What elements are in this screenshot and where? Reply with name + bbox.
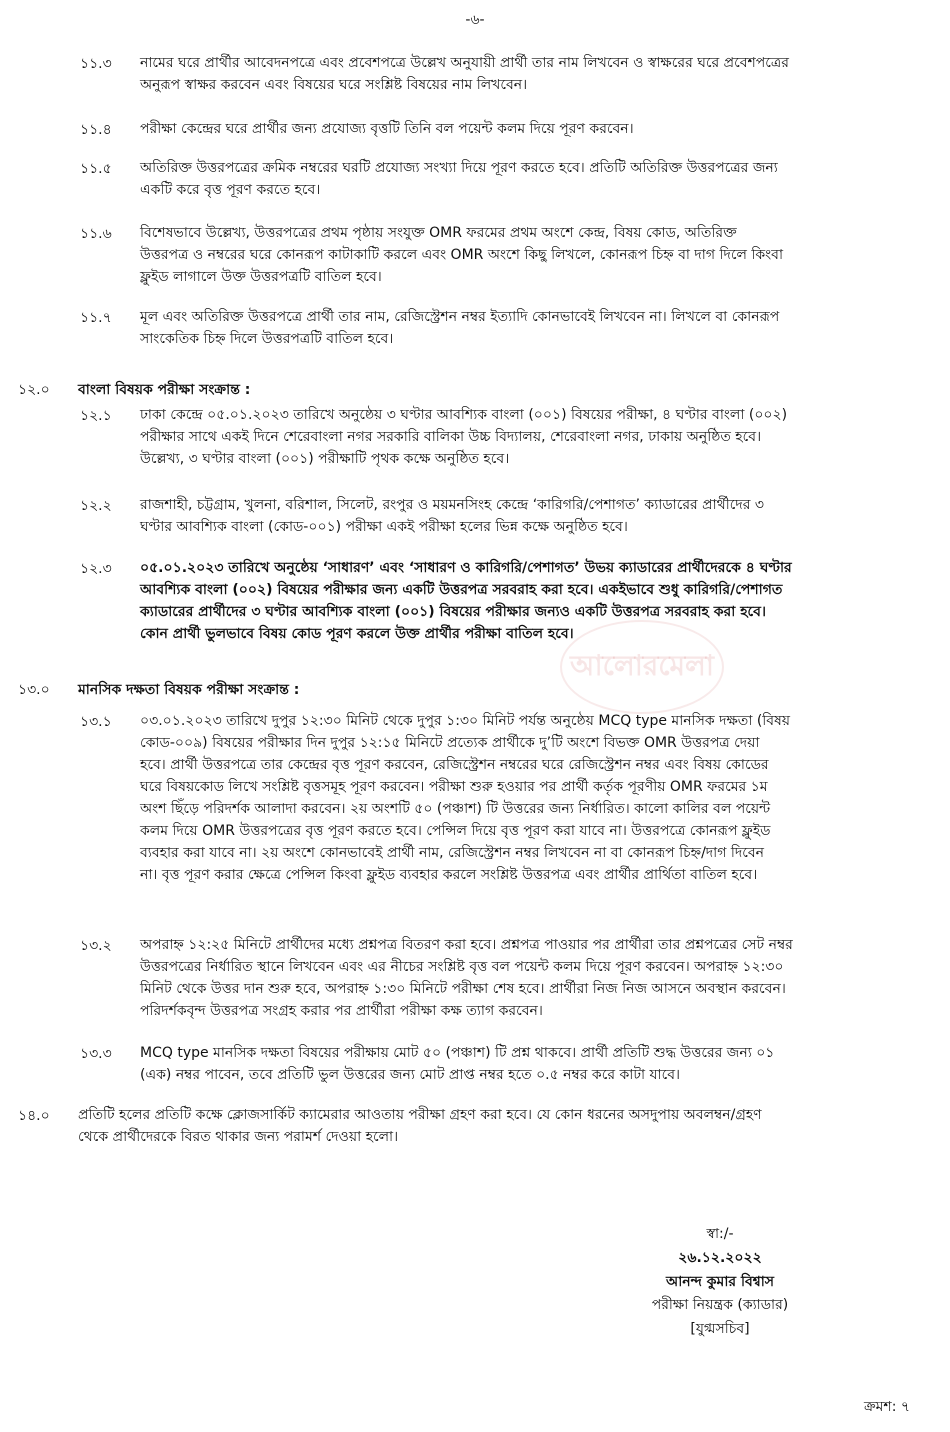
item-12-3 xyxy=(0,557,950,652)
item-13-2 xyxy=(0,934,950,1029)
item-number: ১২.৩ xyxy=(80,561,112,577)
item-11-4 xyxy=(0,118,950,143)
item-11-3 xyxy=(0,52,950,102)
item-number: ১২.১ xyxy=(80,408,112,424)
item-text: মূল এবং অতিরিক্ত উত্তরপত্রে প্রার্থী তার নাম, রেজিস্ট্রেশন নম্বর ইত্যাদি কোনভাবেই লিখবেন না। লিখলে বা কোনরূপ সাংকেতিক চিহ্ন দিলে উত্তরপত্রটি বাতিল হবে। xyxy=(140,309,780,347)
item-number: ১১.৭ xyxy=(80,310,112,326)
item-14-0 xyxy=(0,1104,950,1154)
signature-mark: স্বা:/- xyxy=(706,1226,734,1242)
item-number: ১১.৩ xyxy=(80,56,112,72)
signatory-rank: [যুগ্মসচিব] xyxy=(690,1321,750,1337)
item-text: পরীক্ষা কেন্দ্রের ঘরে প্রার্থীর জন্য প্রযোজ্য বৃত্তটি তিনি বল পয়েন্ট কলম দিয়ে পূরণ করবেন। xyxy=(140,121,634,137)
page-number: -৬- xyxy=(465,12,485,28)
item-text: রাজশাহী, চট্টগ্রাম, খুলনা, বরিশাল, সিলেট, রংপুর ও ময়মনসিংহ কেন্দ্রে ‘কারিগরি/পেশাগত’ ক্যাডারের প্রার্থীদের ৩ ঘণ্টার আবশ্যিক বাংলা (কোড-০০১) পরীক্ষা একই পরীক্ষা হলের ভিন্ন কক্ষে অনুষ্ঠিত হবে। xyxy=(140,497,764,535)
item-11-5 xyxy=(0,157,950,207)
item-12-1 xyxy=(0,404,950,474)
item-text: অপরাহ্ন ১২:২৫ মিনিটে প্রার্থীদের মধ্যে প্রশ্নপত্র বিতরণ করা হবে। প্রশ্নপত্র পাওয়ার পর প্রার্থীরা তার প্রশ্নপত্রের সেট নম্বর উত্তরপত্রের নির্ধারিত স্থানে লিখবেন এবং এর নীচের সংশ্লিষ্ট বৃত্ত বল পয়েন্ট কলম দিয়ে পূরণ করবেন। অপরাহ্ন ১২:৩০ মিনিট থেকে উত্তর দান শুরু হবে, অপরাহ্ন ১:৩০ মিনিটে পরীক্ষা শেষ হবে। প্রার্থীরা নিজ নিজ আসনে অবস্থান করবেন। পরিদর্শকবৃন্দ উত্তরপত্র সংগ্রহ করার পর প্রার্থীরা পরীক্ষা কক্ষ ত্যাগ করবেন। xyxy=(140,937,793,1019)
item-13-3 xyxy=(0,1042,950,1092)
continued-note: ক্রমশ: ৭ xyxy=(863,1399,910,1415)
section-12-title: বাংলা বিষয়ক পরীক্ষা সংক্রান্ত : xyxy=(78,382,251,398)
item-text: নামের ঘরে প্রার্থীর আবেদনপত্রে এবং প্রবেশপত্রে উল্লেখ অনুযায়ী প্রার্থী তার নাম লিখবেন ও স্বাক্ষরের ঘরে প্রবেশপত্রের অনুরূপ স্বাক্ষর করবেন এবং বিষয়ের ঘরে সংশ্লিষ্ট বিষয়ের নাম লিখবেন। xyxy=(140,55,789,93)
item-text: অতিরিক্ত উত্তরপত্রের ক্রমিক নম্বরের ঘরটি প্রযোজ্য সংখ্যা দিয়ে পূরণ করতে হবে। প্রতিটি অতিরিক্ত উত্তরপত্রের জন্য একটি করে বৃত্ত পূরণ করতে হবে। xyxy=(140,160,778,198)
item-number: ১৩.৩ xyxy=(80,1046,112,1062)
item-11-7 xyxy=(0,306,950,356)
item-number: ১৩.২ xyxy=(80,938,112,954)
item-text: বিশেষভাবে উল্লেখ্য, উত্তরপত্রের প্রথম পৃষ্ঠায় সংযুক্ত OMR ফরমের প্রথম অংশে কেন্দ্র, বিষয় কোড, অতিরিক্ত উত্তরপত্র ও নম্বরের ঘরে কোনরূপ কাটাকাটি করলে এবং OMR অংশে কিছু লিখলে, কোনরূপ চিহ্ন বা দাগ দিলে কিংবা ফ্লুইড লাগালে উক্ত উত্তরপত্রটি বাতিল হবে। xyxy=(140,225,784,285)
section-13-title: মানসিক দক্ষতা বিষয়ক পরীক্ষা সংক্রান্ত : xyxy=(78,682,300,698)
item-number: ১৩.১ xyxy=(80,714,112,730)
item-13-1 xyxy=(0,710,950,900)
item-text: ০৫.০১.২০২৩ তারিখে অনুষ্ঠেয় ‘সাধারণ’ এবং ‘সাধারণ ও কারিগরি/পেশাগত’ উভয় ক্যাডারের প্রার্থীদেরকে ৪ ঘণ্টার আবশ্যিক বাংলা (০০২) বিষয়ের পরীক্ষার জন্য একটি উত্তরপত্র সরবরাহ করা হবে। একইভাবে শুধু কারিগরি/পেশাগত ক্যাডারের প্রার্থীদের ৩ ঘণ্টার আবশ্যিক বাংলা (০০১) বিষয়ের পরীক্ষার জন্যও একটি উত্তরপত্র সরবরাহ করা হবে। কোন প্রার্থী ভুলভাবে বিষয় কোড পূরণ করলে উক্ত প্রার্থীর পরীক্ষা বাতিল হবে। xyxy=(140,560,792,642)
item-number: ১২.২ xyxy=(80,498,112,514)
section-12-number: ১২.০ xyxy=(18,382,50,398)
item-text: MCQ type মানসিক দক্ষতা বিষয়ের পরীক্ষায় মোট ৫০ (পঞ্চাশ) টি প্রশ্ন থাকবে। প্রার্থী প্রতিটি শুদ্ধ উত্তরের জন্য ০১ (এক) নম্বর পাবেন, তবে প্রতিটি ভুল উত্তরের জন্য মোট প্রাপ্ত নম্বর হতে ০.৫ নম্বর করে কাটা যাবে। xyxy=(140,1045,775,1083)
item-number: ১১.৬ xyxy=(80,226,112,242)
item-text: প্রতিটি হলের প্রতিটি কক্ষে ক্লোজসার্কিট ক্যামেরার আওতায় পরীক্ষা গ্রহণ করা হবে। যে কোন ধরনের অসদুপায় অবলম্বন/গ্রহণ থেকে প্রার্থীদেরকে বিরত থাকার জন্য পরামর্শ দেওয়া হলো। xyxy=(78,1107,762,1145)
item-12-2 xyxy=(0,494,950,544)
signatory-designation: পরীক্ষা নিয়ন্ত্রক (ক্যাডার) xyxy=(651,1297,789,1313)
item-11-6 xyxy=(0,222,950,292)
watermark-logo: আলোরমেলা xyxy=(560,620,724,714)
item-text: ০৩.০১.২০২৩ তারিখে দুপুর ১২:৩০ মিনিট থেকে দুপুর ১:৩০ মিনিট পর্যন্ত অনুষ্ঠেয় MCQ type মানসিক দক্ষতা (বিষয় কোড-০০৯) বিষয়ের পরীক্ষার দিন দুপুর ১২:১৫ মিনিটে প্রত্যেক প্রার্থীকে দু’টি অংশে বিভক্ত OMR উত্তরপত্র দেয়া হবে। প্রার্থী উত্তরপত্রে তার কেন্দ্রের বৃত্ত পূরণ করবেন, রেজিস্ট্রেশন নম্বরের ঘরে রেজিস্ট্রেশন নম্বর এবং বিষয় কোডের ঘরে বিষয়কোড লিখে সংশ্লিষ্ট বৃত্তসমূহ পূরণ করবেন। পরীক্ষা শুরু হওয়ার পর প্রার্থী কর্তৃক পূরণীয় OMR ফরমের ১ম অংশ ছিঁড়ে পরিদর্শক আলাদা করবেন। ২য় অংশটি ৫০ (পঞ্চাশ) টি উত্তরের জন্য নির্ধারিত। কালো কালির বল পয়েন্ট কলম দিয়ে OMR উত্তরপত্রের বৃত্ত পূরণ করতে হবে। পেন্সিল দিয়ে বৃত্ত পূরণ করা যাবে না। উত্তরপত্রে কোনরূপ ফ্লুইড ব্যবহার করা যাবে না। ২য় অংশে কোনভাবেই প্রার্থী নাম, রেজিস্ট্রেশন নম্বর লিখবেন না বা কোনরূপ চিহ্ন/দাগ দিবেন না। বৃত্ত পূরণ করার ক্ষেত্রে পেন্সিল কিংবা ফ্লুইড ব্যবহার করলে সংশ্লিষ্ট উত্তরপত্র এবং প্রার্থীর প্রার্থিতা বাতিল হবে। xyxy=(140,713,791,883)
item-text: ঢাকা কেন্দ্রে ০৫.০১.২০২৩ তারিখে অনুষ্ঠেয় ৩ ঘণ্টার আবশ্যিক বাংলা (০০১) বিষয়ের পরীক্ষা, ৪ ঘণ্টার বাংলা (০০২) পরীক্ষার সাথে একই দিনে শেরেবাংলা নগর সরকারি বালিকা উচ্চ বিদ্যালয়, শেরেবাংলা নগর, ঢাকায় অনুষ্ঠিত হবে। উল্লেখ্য, ৩ ঘণ্টার বাংলা (০০১) পরীক্ষাটি পৃথক কক্ষে অনুষ্ঠিত হবে। xyxy=(140,407,788,467)
signature-date: ২৬.১২.২০২২ xyxy=(678,1250,762,1266)
signatory-name: আনন্দ কুমার বিশ্বাস xyxy=(665,1274,775,1290)
item-number: ১১.৪ xyxy=(80,122,112,138)
item-number: ১১.৫ xyxy=(80,161,112,177)
section-13-number: ১৩.০ xyxy=(18,682,50,698)
section-14-number: ১৪.০ xyxy=(18,1108,50,1124)
